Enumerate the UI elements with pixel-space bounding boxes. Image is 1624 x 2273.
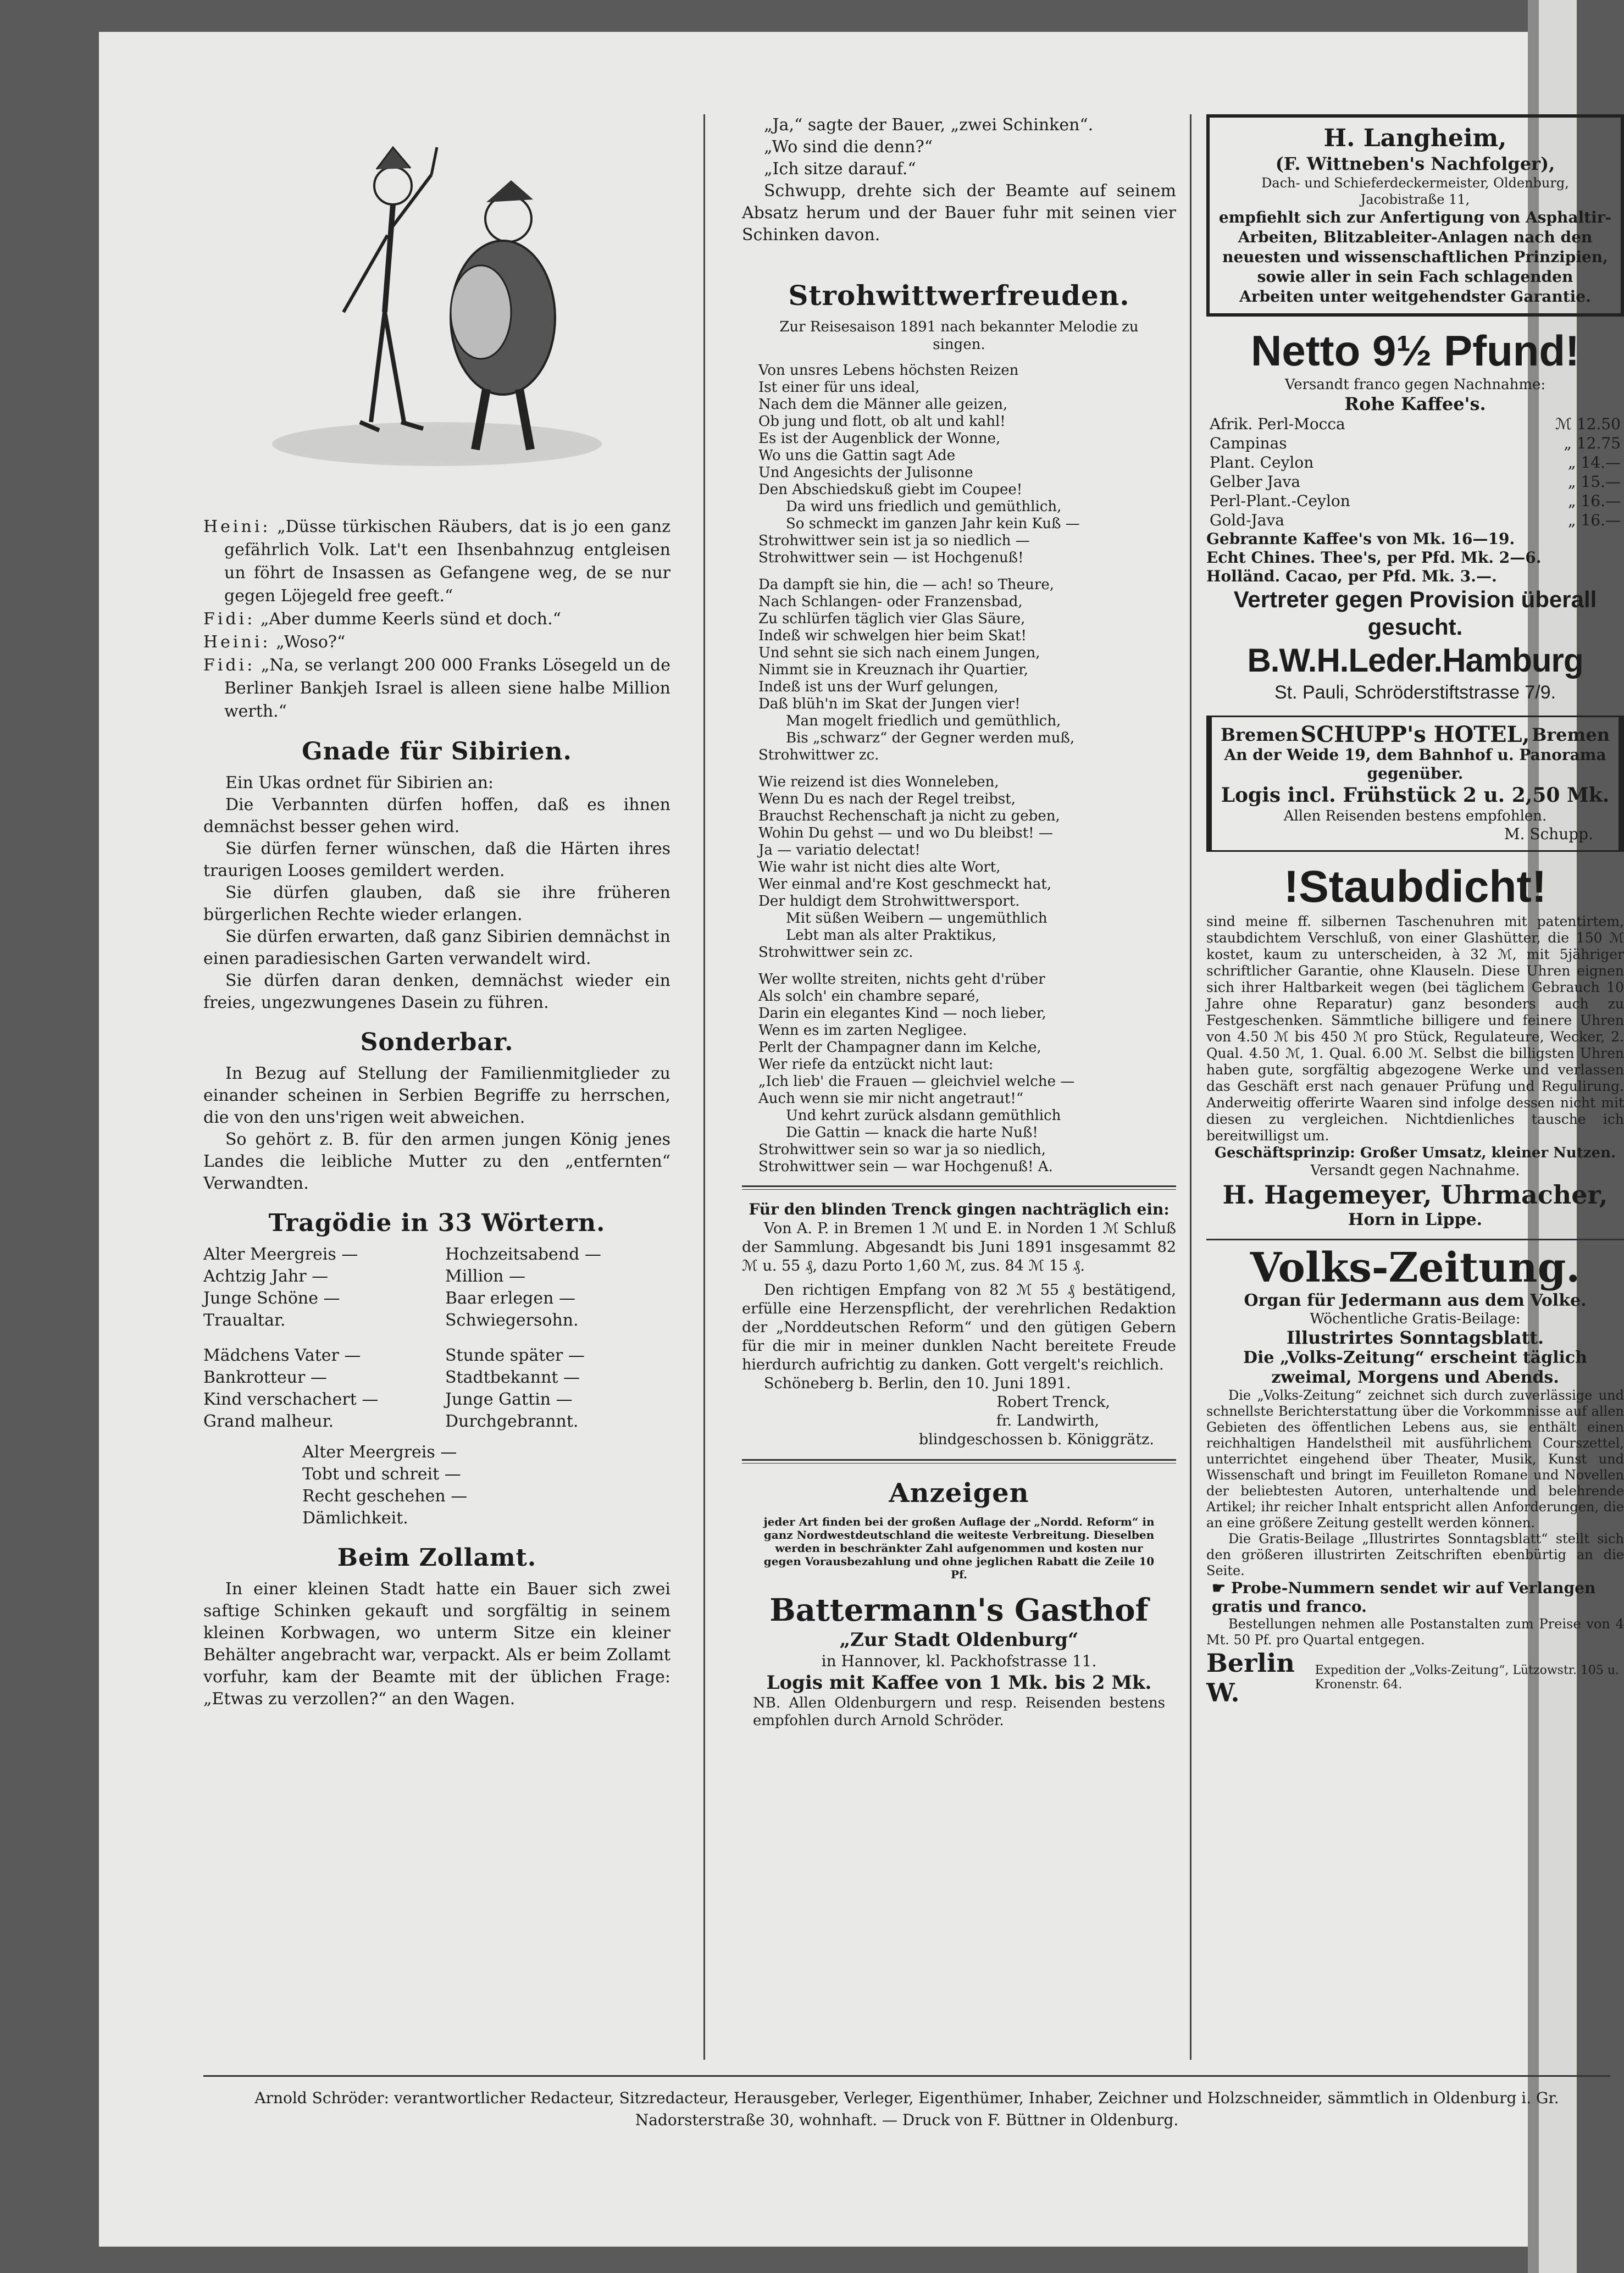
section-rule bbox=[742, 1459, 1176, 1463]
imprint-footer: Arnold Schröder: verantwortlicher Redacteur, Sitzredacteur, Herausgeber, Verleger, Eigenthümer, Inhaber, Zeichner und Holzschneider, sämmtlich in Oldenburg i. Gr. Nadorsterstraße 30, wohnhaft. — Druck von F. Büttner in Oldenburg. bbox=[254, 2089, 1559, 2129]
schupp-ad: Bremen SCHUPP's HOTEL, Bremen An der Weide 19, dem Bahnhof u. Panorama gegenüber. Logis incl. Frühstück 2 u. 2,50 Mk. Allen Reisenden bestens empfohlen. M. Schupp. bbox=[1206, 716, 1624, 852]
trenck-notice: Für den blinden Trenck gingen nachträglich ein: Von A. P. in Bremen 1 ℳ und E. in Norden 1 ℳ Schluß der Sammlung. Abgesandt bis Juni 1891 insgesammt 82 ℳ u. 55 ₰, dazu Porto 1,60 ℳ, zus. 84 ℳ 15 ₰. Den richtigen Empfang von 82 ℳ 55 ₰ bestätigend, erfülle eine Herzenspflicht, der verehrlichen Redaktion der „Norddeutschen Reform“ und den gütigen Gebern für die mir in meiner dunklen Nacht bereitete Freude hierdurch aufrichtig zu danken. Gott vergelt's reichlich. Schöneberg b. Berlin, den 10. Juni 1891. Robert Trenck, fr. Landwirth, blindgeschossen b. Königgrätz. bbox=[742, 1200, 1176, 1448]
poem-verse-3: Wie reizend ist dies Wonneleben, Wenn Du es nach der Regel treibst, Brauchst Rechenschaft ja nicht zu geben, Wohin Du gehst — und wo Du bleibst! — Ja — variatio delectat! Wie wahr ist nicht dies alte Wort, Wer einmal and're Kost geschmeckt hat, Der huldigt dem Strohwittwersport. Mit süßen Weibern — ungemüthlich Lebt man als alter Praktikus, Strohwittwer sein zc. bbox=[758, 774, 1060, 961]
column-rule bbox=[703, 114, 705, 2060]
poem-title: Strohwittwerfreuden. bbox=[788, 279, 1130, 312]
poem-verse-1: Von unsres Lebens höchsten Reizen Ist einer für uns ideal, Nach dem die Männer alle geizen, Ob jung und flott, ob alt und kahl! Es ist der Augenblick der Wonne, Wo uns die Gattin sagt Ade Und Angesichts der Julisonne Den Abschiedskuß giebt im Coupee! Da wird uns friedlich und gemüthlich, So schmeckt im ganzen Jahr kein Kuß — Strohwittwer sein ist ja so niedlich — Strohwittwer sein — ist Hochgenuß! bbox=[758, 362, 1080, 566]
dialogue-line: Heini: „Düsse türkischen Räubers, dat is jo een ganz gefährlich Volk. Lat't een Ihsenbahnzug entgleisen un föhrt de Insassen as Gefangene weg, de se nur gegen Löjegeld free geeft.“ bbox=[203, 517, 670, 606]
poem-verse-2: Da dampft sie hin, die — ach! so Theure, Nach Schlangen- oder Franzensbad, Zu schlürfen täglich vier Glas Säure, Indeß wir schwelgen hier beim Skat! Und sehnt sie sich nach einem Jungen, Nimmt sie in Kreuznach ihr Quartier, Indeß ist uns der Wurf gelungen, Daß blüh'n im Skat der Jungen vier! Man mogelt friedlich und gemüthlich, Bis „schwarz“ der Gegner werden muß, Strohwittwer zc. bbox=[758, 576, 1075, 763]
article-sonderbar: In Bezug auf Stellung der Familienmitglieder zu einander scheinen in Serbien Begriffe zu herrschen, die von den uns'rigen weit abweichen. So gehört z. B. für den armen jungen König jenes Landes die leibliche Mutter zu den „entfernten“ Verwandten. bbox=[203, 1064, 670, 1193]
price-list bbox=[1206, 414, 1624, 530]
section-rule bbox=[1206, 1239, 1624, 1240]
kaffee-ad: Netto 9½ Pfund! Versandt franco gegen Nachnahme: Rohe Kaffee's. Afrik. Perl-Mocca ℳ 12.50 Campinas „ 12.75 Plant. Ceylon „ 14.— Gelber Java „ 15.— Perl-Plant.-Ceylon „ 16.— Gold-Java „ 16.— Gebrannte Kaffee's von Mk. 16—19. Echt Chines. Thee's, per Pfd. Mk. 2—6. Holländ. Cacao, per Pfd. Mk. 3.—. Vertreter gegen Provision überall gesucht. B.W.H.Leder.Hamburg St. Pauli, Schröderstiftstrasse 7/9. bbox=[1206, 325, 1624, 705]
dialogue-line: Heini: „Woso?“ bbox=[203, 633, 346, 652]
price-row: Gold-Java „ 16.— bbox=[1210, 511, 1621, 529]
anzeigen-title: Anzeigen bbox=[889, 1478, 1029, 1509]
section-rule bbox=[742, 1185, 1176, 1190]
price-row: Plant. Ceylon „ 14.— bbox=[1210, 453, 1621, 472]
article-title-tragoedie: Tragödie in 33 Wörtern. bbox=[268, 1209, 606, 1237]
column-left bbox=[203, 114, 670, 2060]
article-zollamt: In einer kleinen Stadt hatte ein Bauer sich zwei saftige Schinken gekauft und sorgfältig in seinem kleinen Korbwagen, wo unterm Sitze ein kleiner Behälter angebracht war, verpackt. Als er beim Zollamt vorfuhr, kam der Beamte mit der üblichen Frage: „Etwas zu verzollen?“ an den Wagen. bbox=[203, 1579, 670, 1709]
zollamt-continued: „Ja,“ sagte der Bauer, „zwei Schinken“. „Wo sind die denn?“ „Ich sitze darauf.“ Schwupp, drehte sich der Beamte auf seinem Absatz herum und der Bauer fuhr mit seinen vier Schinken davon. bbox=[742, 115, 1176, 245]
dialogue bbox=[203, 515, 670, 723]
cartoon-illustration bbox=[267, 114, 607, 499]
price-row: Afrik. Perl-Mocca ℳ 12.50 bbox=[1210, 415, 1621, 433]
column-middle: „Ja,“ sagte der Bauer, „zwei Schinken“. „Wo sind die denn?“ „Ich sitze darauf.“ Schwupp, drehte sich der Beamte auf seinem Absatz herum und der Bauer fuhr mit seinen vier Schinken davon. Strohwittwerfreuden. Zur Reisesaison 1891 nach bekannter Melodie zu singen. Von unsres Lebens höchsten Reizen Ist einer für uns ideal, Nach dem die Männer alle geizen, Ob jung und flott, ob alt und kahl! Es ist der Augenblick der Wonne, Wo uns die Gattin sagt Ade Und Angesichts der Julisonne Den Abschiedskuß giebt im Coupee! Da wird uns friedlich und gemüthlich, So schmeckt im ganzen Jahr kein Kuß — Strohwittwer sein ist ja so niedlich — Strohwittwer sein — ist Hochgenuß! Da dampft sie hin, die — ach! so Theure, Nach Schlangen- oder Franzensbad, Zu schlürfen täglich vier Glas Säure, Indeß wir schwelgen hier beim Skat! Und sehnt sie sich nach einem Jungen, Nimmt sie in Kreuznach ihr Quartier, Indeß ist uns der Wurf gelungen, Daß blüh'n im Skat der Jungen vier! Man mogelt friedlich und gemüthlich, Bis „schwarz“ der Gegner werden muß, Strohwittwer zc. Wie reizend ist dies Wonneleben, Wenn Du es nach der Regel treibst, Brauchst Rechenschaft ja nicht zu geben, Wohin Du gehst — und wo Du bleibst! — Ja — variatio delectat! Wie wahr ist nicht dies alte Wort, Wer einmal and're Kost geschmeckt hat, Der huldigt dem Strohwittwersport. Mit süßen Weibern — ungemüthlich Lebt man als alter Praktikus, Strohwittwer sein zc. Wer wollte streiten, nichts geht d'rüber Als solch' ein chambre separé, Darin ein elegantes Kind — noch lieber, Wenn es im zarten Negligee. Perlt der Champagner dann im Kelche, Wer riefe da entzückt nicht laut: „Ich lieb' die Frauen — gleichviel welche — Auch wenn sie mir nicht angetraut!“ Und kehrt zurück alsdann gemüthlich Die Gattin — knack die harte Nuß! Strohwittwer sein so war ja so niedlich, Strohwittwer sein — war Hochgenuß! A. Für den blinden Trenck gingen nachträglich ein: Von A. P. in Bremen 1 ℳ und E. in Norden 1 ℳ Schluß der Sammlung. Abgesandt bis Juni 1891 insgesammt 82 ℳ u. 55 ₰, dazu Porto 1,60 ℳ, zus. 84 ℳ 15 ₰. Den richtigen Empfang von 82 ℳ 55 ₰ bestätigend, erfülle eine Herzenspflicht, der verehrlichen Redaktion der „Norddeutschen Reform“ und den gütigen Gebern für die mir in meiner dunklen Nacht bereitete Freude hierdurch aufrichtig zu danken. Gott vergelt's reichlich. Schöneberg b. Berlin, den 10. Juni 1891. Robert Trenck, fr. Landwirth, blindgeschossen b. Königgrätz. Anzeigen jeder Art finden bei der großen Auflage der „Nordd. Reform“ in ganz Nordwestdeutschland die weiteste Verbreitung. Dieselben werden in beschränkter Zahl aufgenommen und kosten nur gegen Vorausbezahlung und ohne jeglichen Rabatt die Zeile 10 Pf. Battermann's Gasthof „Zur Stadt Oldenburg“ in Hannover, kl. Packhofstrasse 11. Logis mit Kaffee von 1 Mk. bis 2 Mk. NB. Allen Oldenburgern und resp. Reisenden bestens empfohlen durch Arnold Schröder. bbox=[742, 115, 1176, 1729]
column-right bbox=[1206, 114, 1624, 2071]
article-title-zollamt: Beim Zollamt. bbox=[337, 1544, 537, 1572]
price-row: Gelber Java „ 15.— bbox=[1210, 473, 1621, 491]
newspaper-page bbox=[99, 32, 1624, 2247]
langheim-ad: H. Langheim, (F. Wittneben's Nachfolger), Dach- und Schieferdeckermeister, Oldenburg, Jacobistraße 11, empfiehlt sich zur Anfertigung von Asphaltir-Arbeiten, Blitzableiter-Anlagen nach den neuesten und wissenschaftlichen Prinzipien, sowie aller in sein Fach schlagenden Arbeiten unter weitgehendster Garantie. bbox=[1206, 114, 1624, 317]
article-tragoedie: Alter Meergreis — Achtzig Jahr — Junge Schöne — Traualtar. Hochzeitsabend — Million — Baar erlegen — Schwiegersohn. Mädchens Vater — Bankrotteur — Kind verschachert — Grand malheur. Stunde später — Stadtbekannt — Junge Gattin — Durchgebrannt. Alter Meergreis — Tobt und schreit — Recht geschehen — Dämlichkeit. bbox=[203, 1245, 601, 1528]
pointing-hand-icon: ☛ bbox=[1212, 1579, 1231, 1597]
dialogue-line: Fidi: „Na, se verlangt 200 000 Franks Lösegeld un de Berliner Bankjeh Israel is alleen siene halbe Million werth.“ bbox=[203, 656, 670, 721]
price-row: Perl-Plant.-Ceylon „ 16.— bbox=[1210, 492, 1621, 510]
battermann-ad: Battermann's Gasthof „Zur Stadt Oldenburg“ in Hannover, kl. Packhofstrasse 11. Logis mit Kaffee von 1 Mk. bis 2 Mk. NB. Allen Oldenburgern und resp. Reisenden bestens empfohlen durch Arnold Schröder. bbox=[753, 1592, 1165, 1729]
poem-verse-4: Wer wollte streiten, nichts geht d'rüber Als solch' ein chambre separé, Darin ein elegantes Kind — noch lieber, Wenn es im zarten Negligee. Perlt der Champagner dann im Kelche, Wer riefe da entzückt nicht laut: „Ich lieb' die Frauen — gleichviel welche — Auch wenn sie mir nicht angetraut!“ Und kehrt zurück alsdann gemüthlich Die Gattin — knack die harte Nuß! Strohwittwer sein so war ja so niedlich, Strohwittwer sein — war Hochgenuß! A. bbox=[758, 971, 1075, 1175]
column-rule bbox=[1190, 114, 1191, 2060]
volkszeitung-ad: Volks-Zeitung. Organ für Jedermann aus dem Volke. Wöchentliche Gratis-Beilage: Illustrirtes Sonntagsblatt. Die „Volks-Zeitung“ erscheint täglich zweimal, Morgens und Abends. Die „Volks-Zeitung“ zeichnet sich durch zuverlässige und schnellste Berichterstattung über die Vorkommnisse auf allen Gebieten des öffentlichen Lebens aus, sie enthält einen reichhaltigen Handelstheil mit ausführlichem Courszettel, unterrichtet eingehend über Theater, Musik, Kunst und Wissenschaft und bringt im Feuilleton Romane und Novellen der beliebtesten Autoren, unterhaltende und belehrende Artikel; ihr reicher Inhalt entspricht allen Anforderungen, die an eine größere Zeitung gestellt werden können. Die Gratis-Beilage „Illustrirtes Sonntagsblatt“ stellt sich den größeren illustrirten Zeitschriften ebenbürtig an die Seite. ☛ Probe-Nummern sendet wir auf Verlangen gratis und franco. Bestellungen nehmen alle Postanstalten zum Preise von 4 Mt. 50 Pf. pro Quartal entgegen. Berlin W. Expedition der „Volks-Zeitung“, Lützowstr. 105 u. Kronenstr. 64. bbox=[1206, 1244, 1624, 1707]
dialogue-line: Fidi: „Aber dumme Keerls sünd et doch.“ bbox=[203, 609, 561, 629]
footer-rule bbox=[203, 2075, 1610, 2077]
article-gnade: Ein Ukas ordnet für Sibirien an: Die Verbannten dürfen hoffen, daß es ihnen demnächst besser gehen wird. Sie dürfen ferner wünschen, daß die Härten ihres traurigen Looses gemildert werden. Sie dürfen glauben, daß sie ihre früheren bürgerlichen Rechte wieder erlangen. Sie dürfen erwarten, daß ganz Sibirien demnächst in einen paradiesischen Garten verwandelt wird. Sie dürfen daran denken, demnächst wieder ein freies, ungezwungenes Dasein zu führen. bbox=[203, 773, 670, 1012]
price-row: Campinas „ 12.75 bbox=[1210, 434, 1621, 452]
article-title-sonderbar: Sonderbar. bbox=[360, 1028, 514, 1056]
uhren-ad: !Staubdicht! sind meine ff. silbernen Taschenuhren mit patentirtem, staubdichtem Verschluß, von einer Glashütter, die 150 ℳ kostet, kaum zu unterscheiden, à 32 ℳ, mit 5jähriger schriftlicher Garantie, ohne Klauseln. Diese Uhren eignen sich ihrer Haltbarkeit wegen (bei täglichem Gebrauch 10 Jahre ohne Reparatur) ganz besonders auch zu Festgeschenken. Sämmtliche billigere und feinere Uhren von 4.50 ℳ bis 450 ℳ pro Stück, Regulateure, Wecker, 2. Qual. 4.50 ℳ, 1. Qual. 6.00 ℳ. Selbst die billigsten Uhren haben gute, sorgfältig abgezogene Werke und verlassen das Geschäft erst nach genauer Prüfung und Regulirung. Anderweitig offerirte Waaren sind infolge dessen nicht mit diesen zu vergleichen. Nichtdienliches tausche ich bereitwilligst um. Geschäftsprinzip: Großer Umsatz, kleiner Nutzen. Versandt gegen Nachnahme. H. Hagemeyer, Uhrmacher, Horn in Lippe. bbox=[1206, 862, 1624, 1229]
article-title-gnade: Gnade für Sibirien. bbox=[302, 738, 572, 766]
